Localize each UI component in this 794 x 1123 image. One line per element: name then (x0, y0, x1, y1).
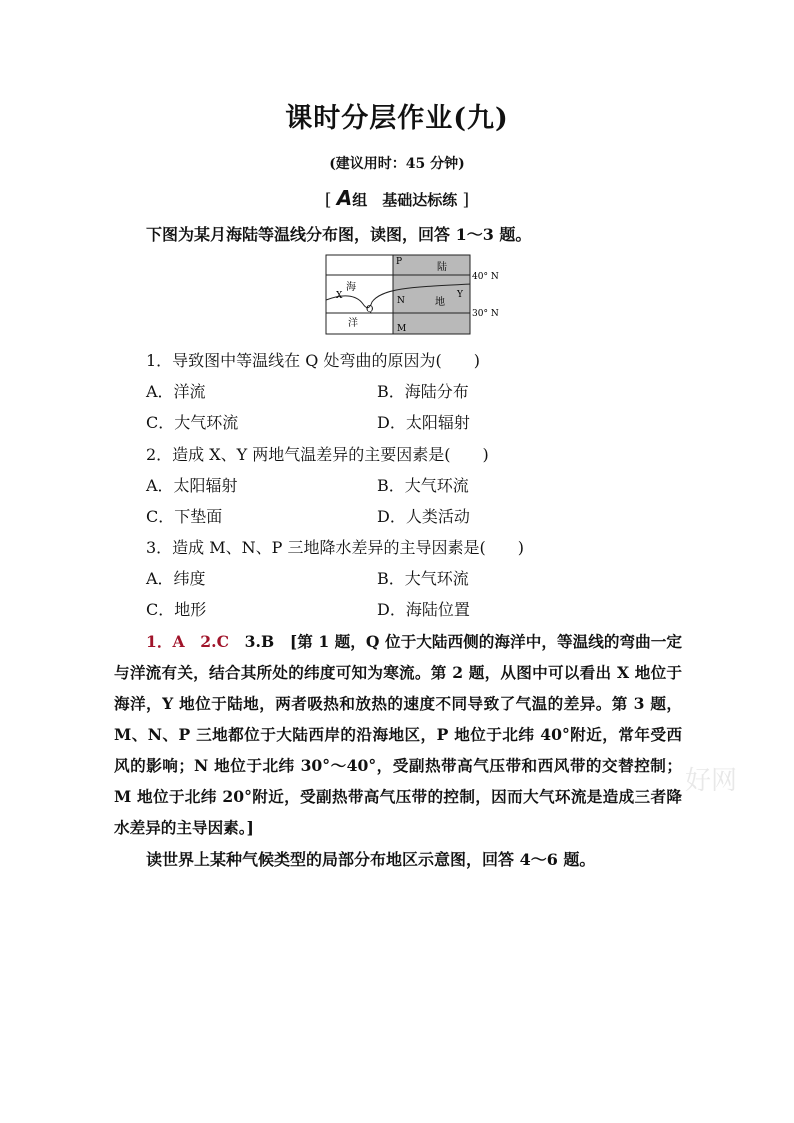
q2-option-d: D．人类活动 (377, 507, 470, 526)
q2-option-a: A．太阳辐射 (146, 476, 238, 495)
suggested-time: (建议用时：45 分钟) (329, 156, 465, 172)
intro-question-1-3: 下图为某月海陆等温线分布图，读图，回答 1～3 题。 (146, 225, 532, 244)
label-land-bottom: 地 (435, 297, 445, 308)
question-1-stem: 1．导致图中等温线在 Q 处弯曲的原因为( ) (146, 351, 480, 370)
group-bracket-open: [ (324, 190, 332, 210)
group-letter: A (336, 186, 353, 210)
q1-option-b: B．海陆分布 (377, 382, 469, 401)
group-bracket-close: ] (462, 190, 470, 210)
question-3-stem: 3．造成 M、N、P 三地降水差异的主导因素是( ) (146, 538, 524, 557)
label-m: M (397, 324, 407, 334)
q3-option-b: B．大气环流 (377, 569, 469, 588)
label-x: X (336, 291, 343, 301)
answer-key-rest: 3.B (229, 632, 275, 651)
explanation-text: [第 1 题，Q 位于大陆西侧的海洋中，等温线的弯曲一定与洋流有关，结合其所处的纬度可知为寒流。第 2 题，从图中可以看出 X 地位于海洋，Y 地位于陆地，两者吸热和放热的速度不同导致了气温的差异。第 3 题，M、N、P 三地都位于大陆西岸的沿海地区，P 地位于北纬 40°附近，常年受西风的影响；N 地位于北纬 30°～40°，受副热带高气压带和西风带的交替控制；M 地位于北纬 20°附近，受副热带高气压带的控制，因而大气环流是造成三者降水差异的主导因素。] (114, 632, 682, 837)
label-q: Q (366, 305, 374, 315)
question-2-stem: 2．造成 X、Y 两地气温差异的主要因素是( ) (146, 445, 489, 464)
q2-option-b: B．大气环流 (377, 476, 469, 495)
group-label: 组 基础达标练 (352, 191, 458, 209)
q2-option-c: C．下垫面 (146, 507, 223, 526)
label-land-top: 陆 (437, 262, 447, 273)
watermark: 好网 (685, 766, 738, 796)
q3-option-a: A．纬度 (146, 569, 206, 588)
label-ocean-top: 海 (346, 282, 356, 293)
group-heading (0, 186, 794, 210)
label-lat40: 40° N (472, 272, 499, 282)
label-lat30: 30° N (472, 309, 499, 319)
label-ocean-bottom: 洋 (348, 318, 358, 329)
isotherm-map-figure (320, 250, 510, 340)
label-n: N (397, 296, 405, 306)
answer-key: 1．A 2.C (146, 632, 229, 651)
answer-explanation (114, 626, 682, 843)
intro-question-4-6: 读世界上某种气候类型的局部分布地区示意图，回答 4～6 题。 (146, 850, 596, 869)
q1-option-c: C．大气环流 (146, 413, 239, 432)
label-y: Y (457, 290, 463, 300)
q1-option-a: A．洋流 (146, 382, 206, 401)
q3-option-d: D．海陆位置 (377, 600, 470, 619)
label-p: P (396, 257, 403, 267)
q1-option-d: D．太阳辐射 (377, 413, 470, 432)
page-title: 课时分层作业(九) (285, 103, 509, 134)
q3-option-c: C．地形 (146, 600, 207, 619)
